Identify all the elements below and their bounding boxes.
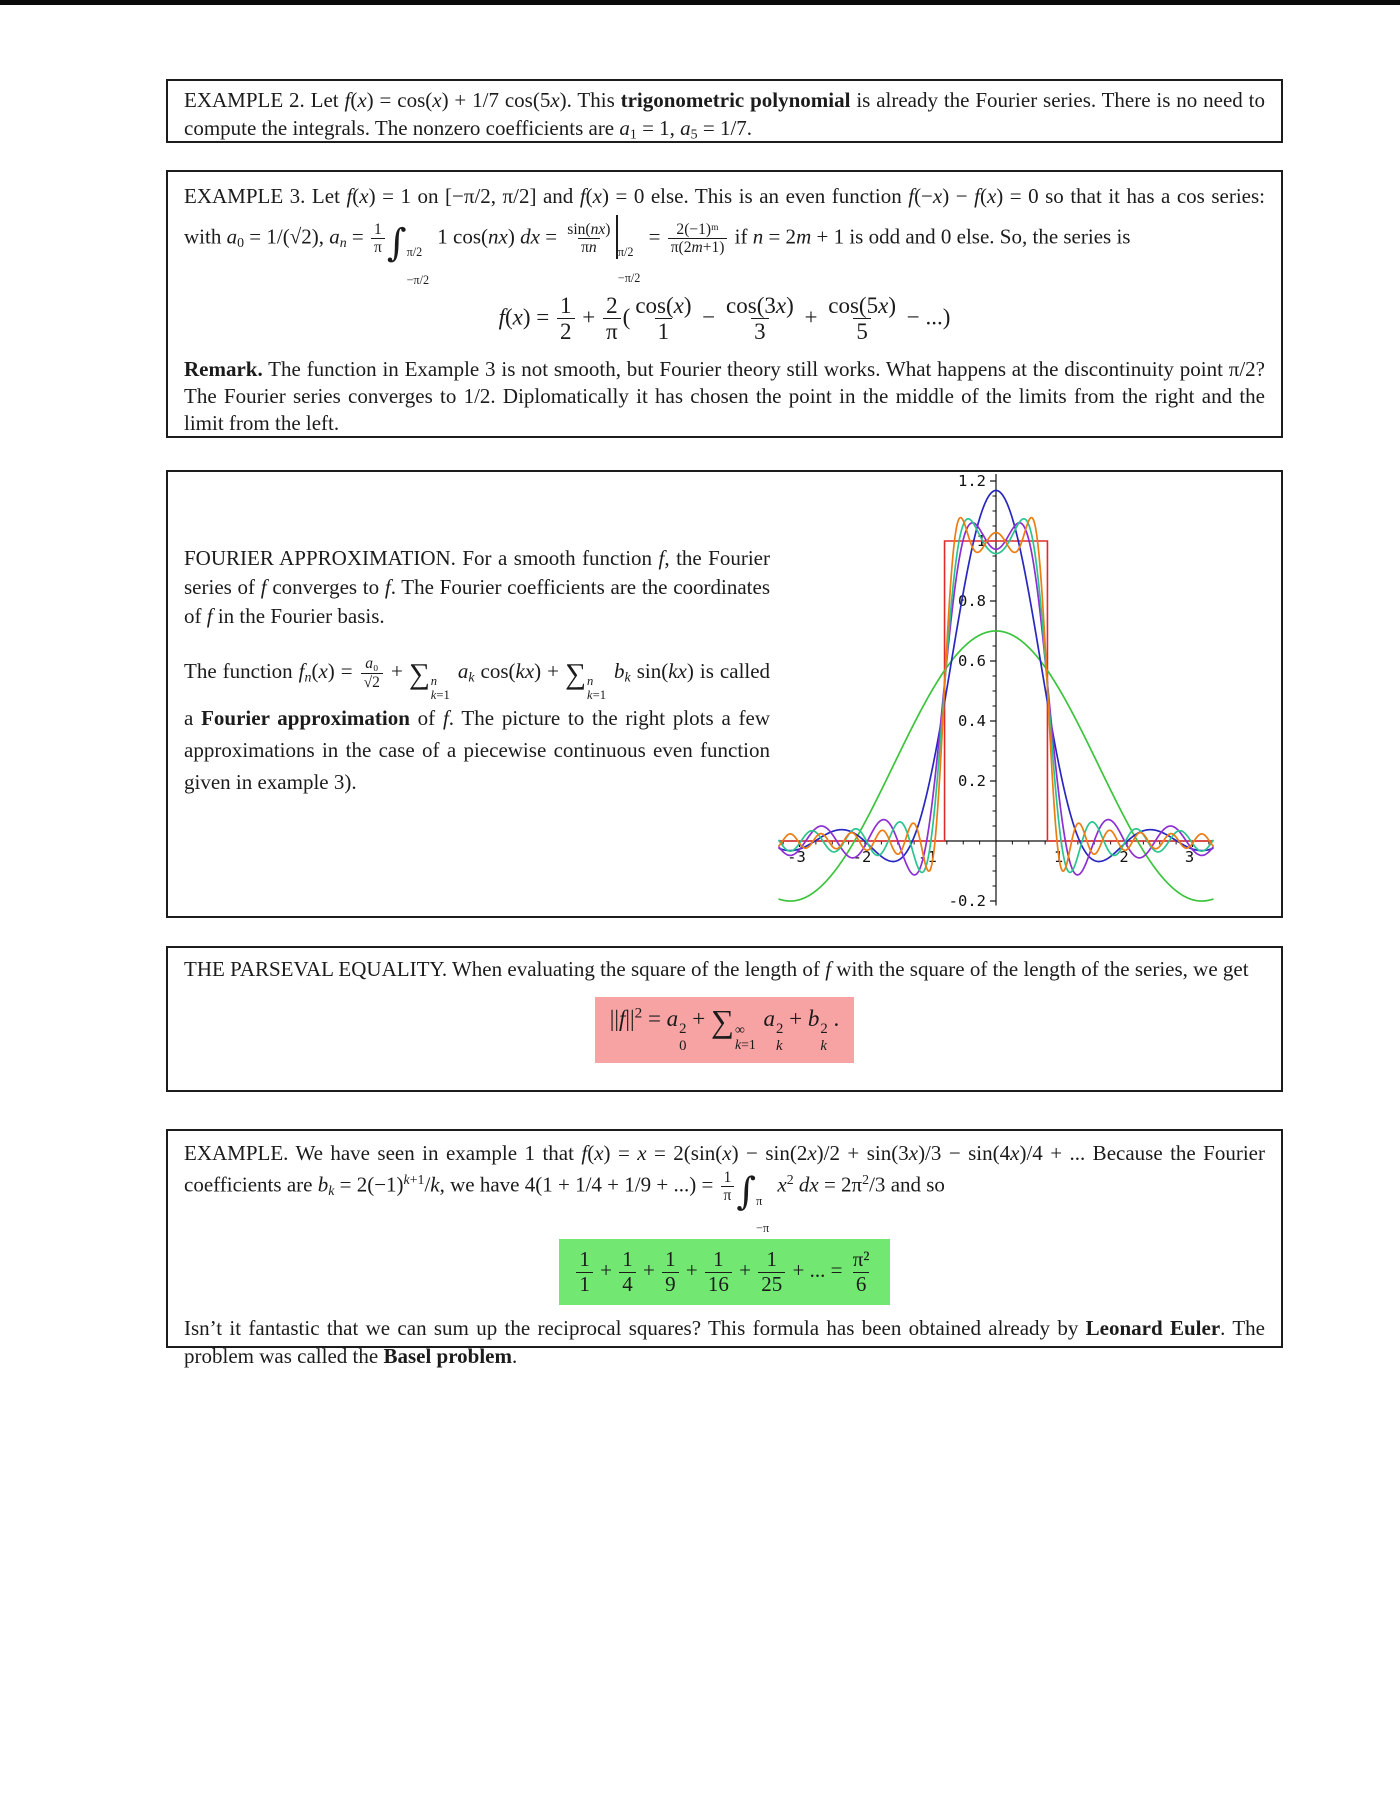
numerator: cos(x)	[635, 292, 692, 318]
text-run: , we have	[439, 1172, 525, 1197]
math-run: 1/2	[463, 384, 491, 409]
sum-lower: k=1	[430, 688, 450, 703]
text-run: and	[536, 184, 580, 208]
sum-limits	[735, 1022, 756, 1053]
text-run: EXAMPLE 3. Let	[184, 184, 347, 208]
math-run: 1 cos(nx) dx =	[432, 224, 563, 249]
x-tick-label: 3	[1184, 848, 1195, 866]
evaluation-limits	[618, 246, 640, 284]
text-run: else. This is an even function	[644, 184, 909, 208]
denominator: π(2m+1)	[668, 238, 728, 256]
fraction	[850, 1248, 873, 1296]
integral-lower: −π	[756, 1220, 770, 1235]
math-run: − ...)	[900, 304, 951, 330]
numerator: 2	[606, 292, 618, 318]
math-run: f	[298, 659, 305, 683]
math-run: +	[686, 1006, 712, 1031]
fraction	[557, 293, 575, 346]
y-tick-label: 1.2	[958, 474, 986, 490]
denominator: 1	[576, 1272, 593, 1297]
parseval-box	[166, 946, 1283, 1092]
math-run: a	[763, 1006, 776, 1031]
x-tick-label: 1	[1053, 848, 1064, 866]
fraction	[632, 293, 694, 346]
y-tick-label: 0.4	[958, 712, 986, 730]
y-tick-label: 0.6	[958, 652, 986, 670]
example3-remark	[168, 356, 1281, 437]
basel-formula-row	[168, 1239, 1281, 1305]
x-tick-label: -3	[787, 848, 806, 866]
math-run: =	[346, 224, 370, 249]
numerator: 2(−1)ᵐ	[676, 220, 719, 238]
denominator: 1	[655, 318, 673, 345]
sum-operator: ∑	[565, 658, 586, 691]
numerator: 1	[579, 1247, 590, 1272]
text-run: . The Fourier coefficients are the coordinates of	[184, 575, 770, 628]
math-run: +	[637, 1257, 661, 1282]
y-tick-label: 1	[976, 532, 986, 550]
math-run: = a	[642, 1006, 679, 1031]
text-run: ? The Fourier series converges to	[184, 357, 1265, 409]
denominator: πn	[578, 238, 600, 256]
text-run: converges to	[266, 575, 385, 599]
basel-paragraph-2	[168, 1314, 1281, 1370]
numerator: 1	[560, 292, 572, 318]
fourier-approximation-plot	[756, 474, 1280, 915]
basel-paragraph-1	[168, 1138, 1281, 1234]
math-run: = 1, a	[636, 116, 691, 140]
subscript: k	[776, 1037, 783, 1054]
sum-upper: ∞	[734, 1021, 745, 1037]
sum-lower: k=1	[587, 688, 606, 703]
superscript: 2	[634, 1004, 643, 1022]
math-run: = 1/7	[697, 116, 747, 140]
text-run: is odd and 0 else. So, the series is	[844, 224, 1131, 249]
parseval-formula-row	[168, 997, 1281, 1063]
math-run: (	[622, 304, 631, 330]
math-run: f(x) = 1	[346, 184, 411, 208]
math-run: +	[576, 304, 602, 330]
denominator: 4	[619, 1272, 636, 1297]
math-run: =	[643, 224, 666, 249]
math-run: f(x) = cos(x) + 1/7 cos(5x)	[344, 88, 567, 112]
text-run: Remark.	[184, 357, 263, 382]
denominator: 2	[557, 318, 575, 345]
denominator: 25	[758, 1272, 785, 1297]
numerator: 1	[374, 220, 382, 238]
parseval-formula-highlight	[595, 997, 854, 1063]
sub-superscript	[679, 1021, 686, 1053]
text-run: .	[746, 116, 753, 140]
subscript: 0	[237, 234, 245, 250]
example2-box	[166, 79, 1283, 143]
math-run: 4(1 + 1/4 + 1/9 + ...) =	[524, 1172, 719, 1197]
math-run: f	[384, 575, 391, 599]
subscript: k	[328, 1183, 335, 1199]
text-run: Isn’t it fantastic that we can sum up the reciprocal squares? This formula has been obtained already by	[184, 1316, 1086, 1341]
text-run: . The problem was called the	[184, 1316, 1265, 1369]
text-run: . Diplomatically it has chosen the point in the middle of the limits from the right and the limit from the left.	[184, 384, 1265, 436]
text-run: so that it has a cos series: with	[184, 184, 1265, 249]
text-run: of	[409, 706, 443, 731]
math-run: f	[260, 575, 267, 599]
math-run: f(x) = 0	[579, 184, 645, 208]
fourier-approx-paragraph-2	[184, 655, 770, 798]
math-run: + ... =	[787, 1257, 848, 1282]
subscript: 5	[690, 126, 698, 142]
superscript: 2	[679, 1021, 687, 1038]
numerator: 1	[622, 1247, 633, 1272]
math-run: + b	[783, 1006, 820, 1031]
text-run: in the Fourier basis.	[212, 604, 385, 628]
sum-limits	[431, 674, 450, 702]
scan-top-edge	[0, 0, 1400, 5]
x-tick-label: -1	[918, 848, 937, 866]
denominator: 16	[705, 1272, 732, 1297]
sum-operator: ∑	[711, 1002, 734, 1039]
numerator: sin(nx)	[567, 220, 611, 238]
text-run: The function	[184, 659, 299, 683]
math-run: a	[457, 659, 469, 683]
subscript: 0	[679, 1037, 687, 1054]
numerator: π²	[852, 1247, 870, 1272]
superscript: 2	[776, 1021, 784, 1038]
integral-lower: −π/2	[406, 272, 430, 287]
x-tick-label: 2	[1119, 848, 1129, 866]
basel-example-box	[166, 1129, 1283, 1369]
text-run: . The picture to the right plots a few approximations in the case of a piecewise continuous even function given in example 3).	[184, 706, 771, 795]
math-run: f(x) =	[498, 304, 556, 330]
math-run: f(x) = x = 2(sin(x) − sin(2x)/2 + sin(3x)/3 − sin(4x)/4 + ...	[581, 1141, 1086, 1165]
text-run: trigonometric polynomial	[620, 88, 851, 112]
denominator: π	[371, 238, 385, 256]
text-run: .	[827, 1006, 840, 1031]
sum-upper: n	[430, 673, 438, 688]
integral-sign: ∫	[736, 1168, 757, 1213]
math-run: = 2(−1)	[334, 1172, 404, 1197]
math-run: n = 2m + 1	[752, 224, 845, 249]
text-run: Because the Fourier coefficients are	[184, 1141, 1265, 1197]
math-run: f	[825, 957, 832, 981]
subscript: 1	[629, 126, 637, 142]
bar-upper: π/2	[617, 245, 634, 260]
text-run: is already the Fourier series. There is no need to compute the integrals. The nonzero coefficients are	[184, 88, 1266, 140]
math-run: +	[594, 1257, 618, 1282]
sum-limits	[587, 674, 606, 702]
numerator: 1	[665, 1247, 676, 1272]
text-run: Fourier approximation	[201, 706, 410, 731]
denominator: 6	[853, 1272, 870, 1297]
math-run: [−π/2, π/2]	[445, 184, 537, 208]
basel-formula-highlight	[559, 1239, 889, 1305]
math-run: −	[696, 304, 722, 330]
math-run: f	[206, 604, 213, 628]
text-run: Basel problem	[383, 1344, 512, 1369]
example3-paragraph	[168, 178, 1281, 286]
text-run: is called a	[184, 659, 771, 731]
sum-operator: ∑	[408, 658, 430, 691]
text-run: on	[410, 184, 445, 208]
sum-upper: n	[587, 673, 594, 688]
math-run: (x) =	[311, 659, 359, 683]
text-run: with the square of the length of the series, we get	[831, 957, 1249, 981]
denominator: 5	[853, 318, 871, 345]
math-run: = 1/(√2), a	[244, 224, 340, 249]
fraction	[564, 221, 613, 257]
example3-series-formula	[168, 293, 1281, 346]
text-run: Leonard Euler	[1085, 1316, 1221, 1341]
superscript: 2	[820, 1021, 828, 1038]
fraction	[619, 1248, 636, 1296]
fourier-approx-paragraph-1	[184, 544, 770, 631]
text-run: FOURIER APPROXIMATION. For a smooth function	[184, 546, 659, 570]
subscript: k	[820, 1037, 827, 1054]
text-run: EXAMPLE. We have seen in example 1 that	[184, 1141, 582, 1165]
parseval-paragraph	[168, 956, 1281, 983]
superscript: k+1	[403, 1172, 425, 1188]
text-run: and so	[885, 1172, 945, 1197]
math-run: a	[619, 116, 630, 140]
math-run: f(−x) − f(x) = 0	[908, 184, 1039, 208]
math-run: ||f||	[609, 1006, 635, 1031]
sub-superscript	[820, 1021, 827, 1053]
numerator: a₀	[365, 655, 379, 673]
integral-limits	[407, 246, 429, 286]
text-run: , the Fourier series of	[184, 546, 770, 599]
example2-paragraph	[168, 86, 1281, 142]
fraction	[758, 1248, 785, 1296]
text-run: THE PARSEVAL EQUALITY. When evaluating the square of the length of	[184, 957, 826, 981]
math-run: +	[733, 1257, 757, 1282]
numerator: 1	[713, 1247, 724, 1272]
denominator: 9	[662, 1272, 679, 1297]
fraction	[705, 1248, 732, 1296]
fraction	[371, 221, 385, 257]
math-run: sin(kx)	[636, 659, 694, 683]
fraction	[361, 655, 383, 691]
numerator: cos(3x)	[726, 292, 794, 318]
math-run: f	[442, 706, 449, 731]
math-run: f	[658, 546, 665, 570]
integral-upper: π/2	[406, 245, 423, 260]
fraction	[576, 1248, 593, 1296]
subscript: k	[468, 669, 475, 685]
denominator: π	[721, 1186, 735, 1204]
text-run: The function in Example 3 is not smooth, but Fourier theory still works. What happens at the discontinuity point	[262, 357, 1229, 382]
denominator: 3	[751, 318, 769, 345]
superscript: 2	[862, 1172, 870, 1188]
subscript: k	[624, 669, 631, 685]
example3-box	[166, 170, 1283, 438]
math-run: +	[798, 304, 824, 330]
math-run: cos(kx) +	[480, 659, 566, 683]
y-tick-label: -0.2	[948, 892, 986, 910]
math-run: b	[317, 1172, 329, 1197]
math-run: /k	[424, 1172, 440, 1197]
math-run: x	[777, 1172, 787, 1197]
sum-lower: k=1	[734, 1037, 756, 1053]
integral-upper: π	[756, 1193, 763, 1208]
math-run: π/2	[1228, 357, 1256, 382]
numerator: 1	[766, 1247, 778, 1272]
fraction	[668, 221, 728, 257]
text-run: EXAMPLE 2. Let	[184, 88, 345, 112]
math-run: /3	[869, 1172, 886, 1197]
superscript: 2	[786, 1172, 794, 1188]
fourier-approximation-box	[166, 470, 1283, 918]
math-run: +	[384, 659, 409, 683]
text-run: . This	[566, 88, 621, 112]
fraction	[721, 1169, 735, 1205]
math-run: a	[226, 224, 238, 249]
fraction	[603, 293, 621, 346]
subscript: n	[304, 669, 312, 685]
integral-sign: ∫	[386, 220, 407, 265]
y-tick-label: 0.2	[958, 772, 986, 790]
fraction	[825, 293, 899, 346]
fraction	[662, 1248, 679, 1296]
math-run: +	[680, 1257, 703, 1282]
math-run: b	[614, 659, 625, 683]
text-run: if	[729, 224, 753, 249]
math-run: dx = 2π	[798, 1172, 863, 1197]
bar-lower: −π/2	[617, 270, 641, 285]
integral-limits	[756, 1195, 769, 1235]
denominator: π	[603, 318, 621, 345]
numerator: 1	[723, 1169, 732, 1186]
numerator: cos(5x)	[828, 292, 896, 318]
fraction	[723, 293, 797, 346]
denominator: √2	[361, 673, 383, 691]
subscript: n	[339, 234, 347, 250]
x-tick-label: -2	[852, 848, 872, 866]
text-run: .	[511, 1344, 518, 1369]
y-tick-label: 0.8	[958, 592, 986, 610]
